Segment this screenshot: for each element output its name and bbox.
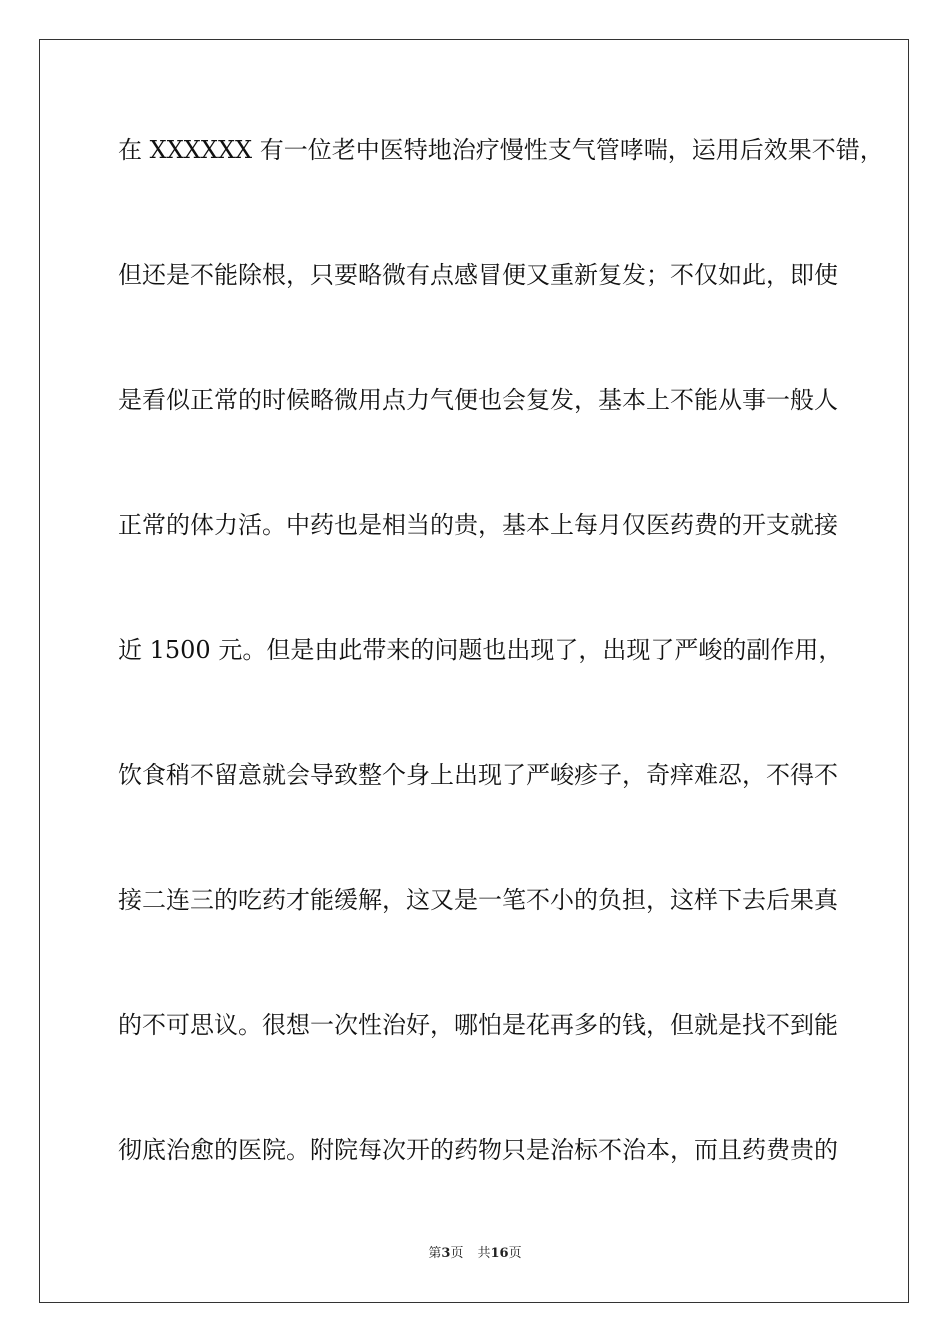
text-line: 但还是不能除根，只要略微有点感冒便又重新复发；不仅如此，即使 <box>118 261 838 289</box>
text-line: 正常的体力活。中药也是相当的贵，基本上每月仅医药费的开支就接 <box>118 511 838 539</box>
text-line: 饮食稍不留意就会导致整个身上出现了严峻疹子，奇痒难忍，不得不 <box>118 761 838 789</box>
page-border <box>39 39 909 1303</box>
text-line: 近 1500 元。但是由此带来的问题也出现了，出现了严峻的副作用， <box>118 636 843 664</box>
total-pages: 16 <box>490 1246 509 1261</box>
total-label-prefix: 共 <box>477 1246 491 1261</box>
page-label-prefix: 第 <box>428 1246 442 1261</box>
page-number: 3 <box>441 1246 451 1261</box>
page-label-suffix: 页 <box>450 1246 464 1261</box>
text-line: 是看似正常的时候略微用点力气便也会复发，基本上不能从事一般人 <box>118 386 838 414</box>
page-footer <box>0 1245 950 1263</box>
total-label-suffix: 页 <box>508 1246 522 1261</box>
text-line: 在 XXXXXX 有一位老中医特地治疗慢性支气管哮喘，运用后效果不错， <box>118 136 884 164</box>
text-line: 彻底治愈的医院。附院每次开的药物只是治标不治本，而且药费贵的 <box>118 1136 838 1164</box>
text-line: 接二连三的吃药才能缓解，这又是一笔不小的负担，这样下去后果真 <box>118 886 838 914</box>
text-line: 的不可思议。很想一次性治好，哪怕是花再多的钱，但就是找不到能 <box>118 1011 838 1039</box>
